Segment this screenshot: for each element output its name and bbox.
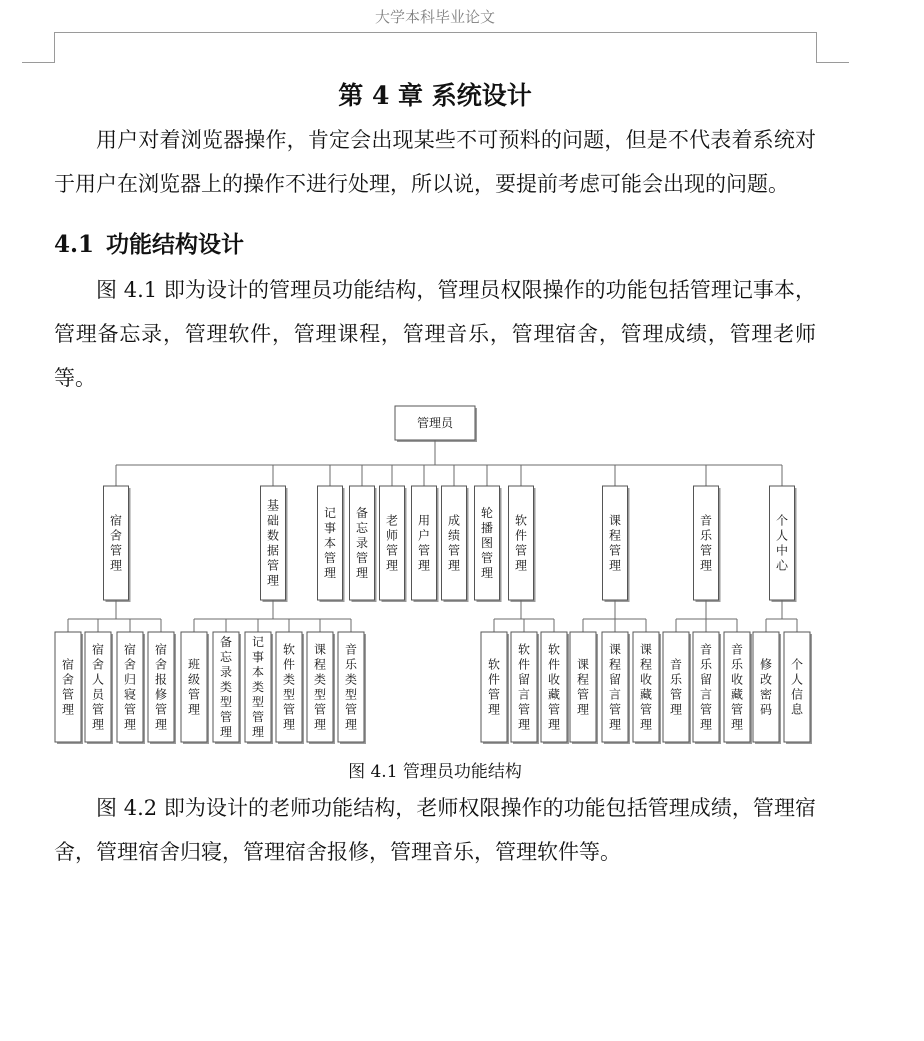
level2-node-dorm-0-label: 宿舍管理 [61, 657, 75, 717]
page-header: 大学本科毕业论文 [374, 8, 495, 26]
chapter-title: 第 4 章 系统设计 [338, 81, 532, 110]
level2-node-personal-1 [784, 632, 812, 744]
level1-node-dorm-label: 宿舍管理 [109, 513, 123, 573]
level1-node-user-label: 用户管理 [417, 513, 431, 573]
level2-node-music-2-label: 音乐收藏管理 [730, 642, 744, 732]
level2-node-personal-0-label: 修改密码 [759, 657, 773, 717]
level1-node-dorm [104, 486, 131, 602]
level2-node-course-0-label: 课程管理 [576, 657, 590, 717]
level2-node-dorm-1-label: 宿舍人员管理 [91, 642, 105, 732]
level2-node-software-2 [541, 632, 569, 744]
level2-node-basic-4 [307, 632, 335, 744]
level1-node-memo [350, 486, 377, 602]
level2-node-dorm-3-label: 宿舍报修管理 [154, 642, 168, 732]
level2-node-music-2 [724, 632, 752, 744]
level1-node-score [442, 486, 469, 602]
level1-node-notebook-label: 记事本管理 [323, 506, 337, 580]
level2-node-basic-5-label: 音乐类型管理 [344, 642, 358, 732]
level1-node-music [694, 486, 721, 602]
level2-node-basic-5 [338, 632, 366, 744]
level2-node-basic-1 [213, 632, 241, 744]
level2-node-basic-3-label: 软件类型管理 [282, 642, 296, 732]
level1-node-personal [770, 486, 797, 602]
level2-node-software-0 [481, 632, 509, 744]
level2-node-course-2 [633, 632, 661, 744]
level2-node-music-0 [663, 632, 691, 744]
level2-node-course-1 [602, 632, 630, 744]
level2-node-music-1-label: 音乐留言管理 [699, 642, 713, 732]
intro-paragraph: 用户对着浏览器操作，肯定会出现某些不可预料的问题，但是不代表着系统对于用户在浏览器上的操作不进行处理，所以说，要提前考虑可能会出现的问题。 [54, 128, 816, 196]
level1-node-teacher [380, 486, 407, 602]
level1-node-basic [261, 486, 288, 602]
root-node-label: 管理员 [416, 416, 454, 430]
level2-node-dorm-2-label: 宿舍归寝管理 [123, 642, 137, 732]
figure-intro-paragraph: 图 4.1 即为设计的管理员功能结构，管理员权限操作的功能包括管理记事本，管理备忘录，管理软件，管理课程，管理音乐，管理宿舍，管理成绩，管理老师等。 [54, 278, 816, 390]
level1-node-software-label: 软件管理 [514, 513, 528, 573]
teacher-intro-paragraph: 图 4.2 即为设计的老师功能结构，老师权限操作的功能包括管理成绩，管理宿舍，管理宿舍归寝，管理宿舍报修，管理音乐，管理软件等。 [54, 796, 816, 864]
level2-node-music-0-label: 音乐管理 [669, 657, 683, 717]
level1-node-user [412, 486, 439, 602]
level2-node-course-2-label: 课程收藏管理 [639, 642, 653, 732]
level1-node-carousel [475, 486, 502, 602]
level2-node-basic-4-label: 课程类型管理 [313, 642, 327, 732]
level1-node-music-label: 音乐管理 [699, 513, 713, 573]
level2-node-software-1-label: 软件留言管理 [517, 642, 531, 732]
level1-node-teacher-label: 老师管理 [385, 513, 399, 573]
level1-node-score-label: 成绩管理 [447, 513, 461, 573]
level1-node-memo-label: 备忘录管理 [355, 506, 369, 580]
level2-node-basic-0-label: 班级管理 [187, 657, 201, 717]
level1-node-personal-label: 个人中心 [775, 513, 789, 573]
level2-node-dorm-1 [85, 632, 113, 744]
level2-node-course-1-label: 课程留言管理 [608, 642, 622, 732]
level2-node-software-2-label: 软件收藏管理 [547, 642, 561, 732]
level2-node-dorm-2 [117, 632, 145, 744]
level2-node-music-1 [693, 632, 721, 744]
level1-node-basic-label: 基础数据管理 [266, 498, 280, 588]
level1-node-carousel-label: 轮播图管理 [480, 506, 494, 580]
level1-node-course-label: 课程管理 [608, 513, 622, 573]
level2-node-course-0 [570, 632, 598, 744]
level2-node-basic-2-label: 记事本类型管理 [251, 635, 265, 739]
level2-node-basic-0 [181, 632, 209, 744]
level2-node-software-1 [511, 632, 539, 744]
section-number: 4.1 [54, 231, 95, 258]
level2-node-basic-2 [245, 632, 273, 744]
level2-node-basic-1-label: 备忘录类型管理 [219, 635, 233, 739]
level2-node-dorm-3 [148, 632, 176, 744]
root-node [395, 406, 477, 442]
level2-node-basic-3 [276, 632, 304, 744]
level1-node-course [603, 486, 630, 602]
level2-node-dorm-0 [55, 632, 83, 744]
level1-node-software [509, 486, 536, 602]
level1-node-notebook [318, 486, 345, 602]
level2-node-personal-1-label: 个人信息 [790, 657, 804, 717]
level2-node-personal-0 [753, 632, 781, 744]
section-heading: 功能结构设计 [106, 231, 245, 258]
level2-node-software-0-label: 软件管理 [487, 657, 501, 717]
figure-caption: 图 4.1 管理员功能结构 [348, 762, 522, 782]
